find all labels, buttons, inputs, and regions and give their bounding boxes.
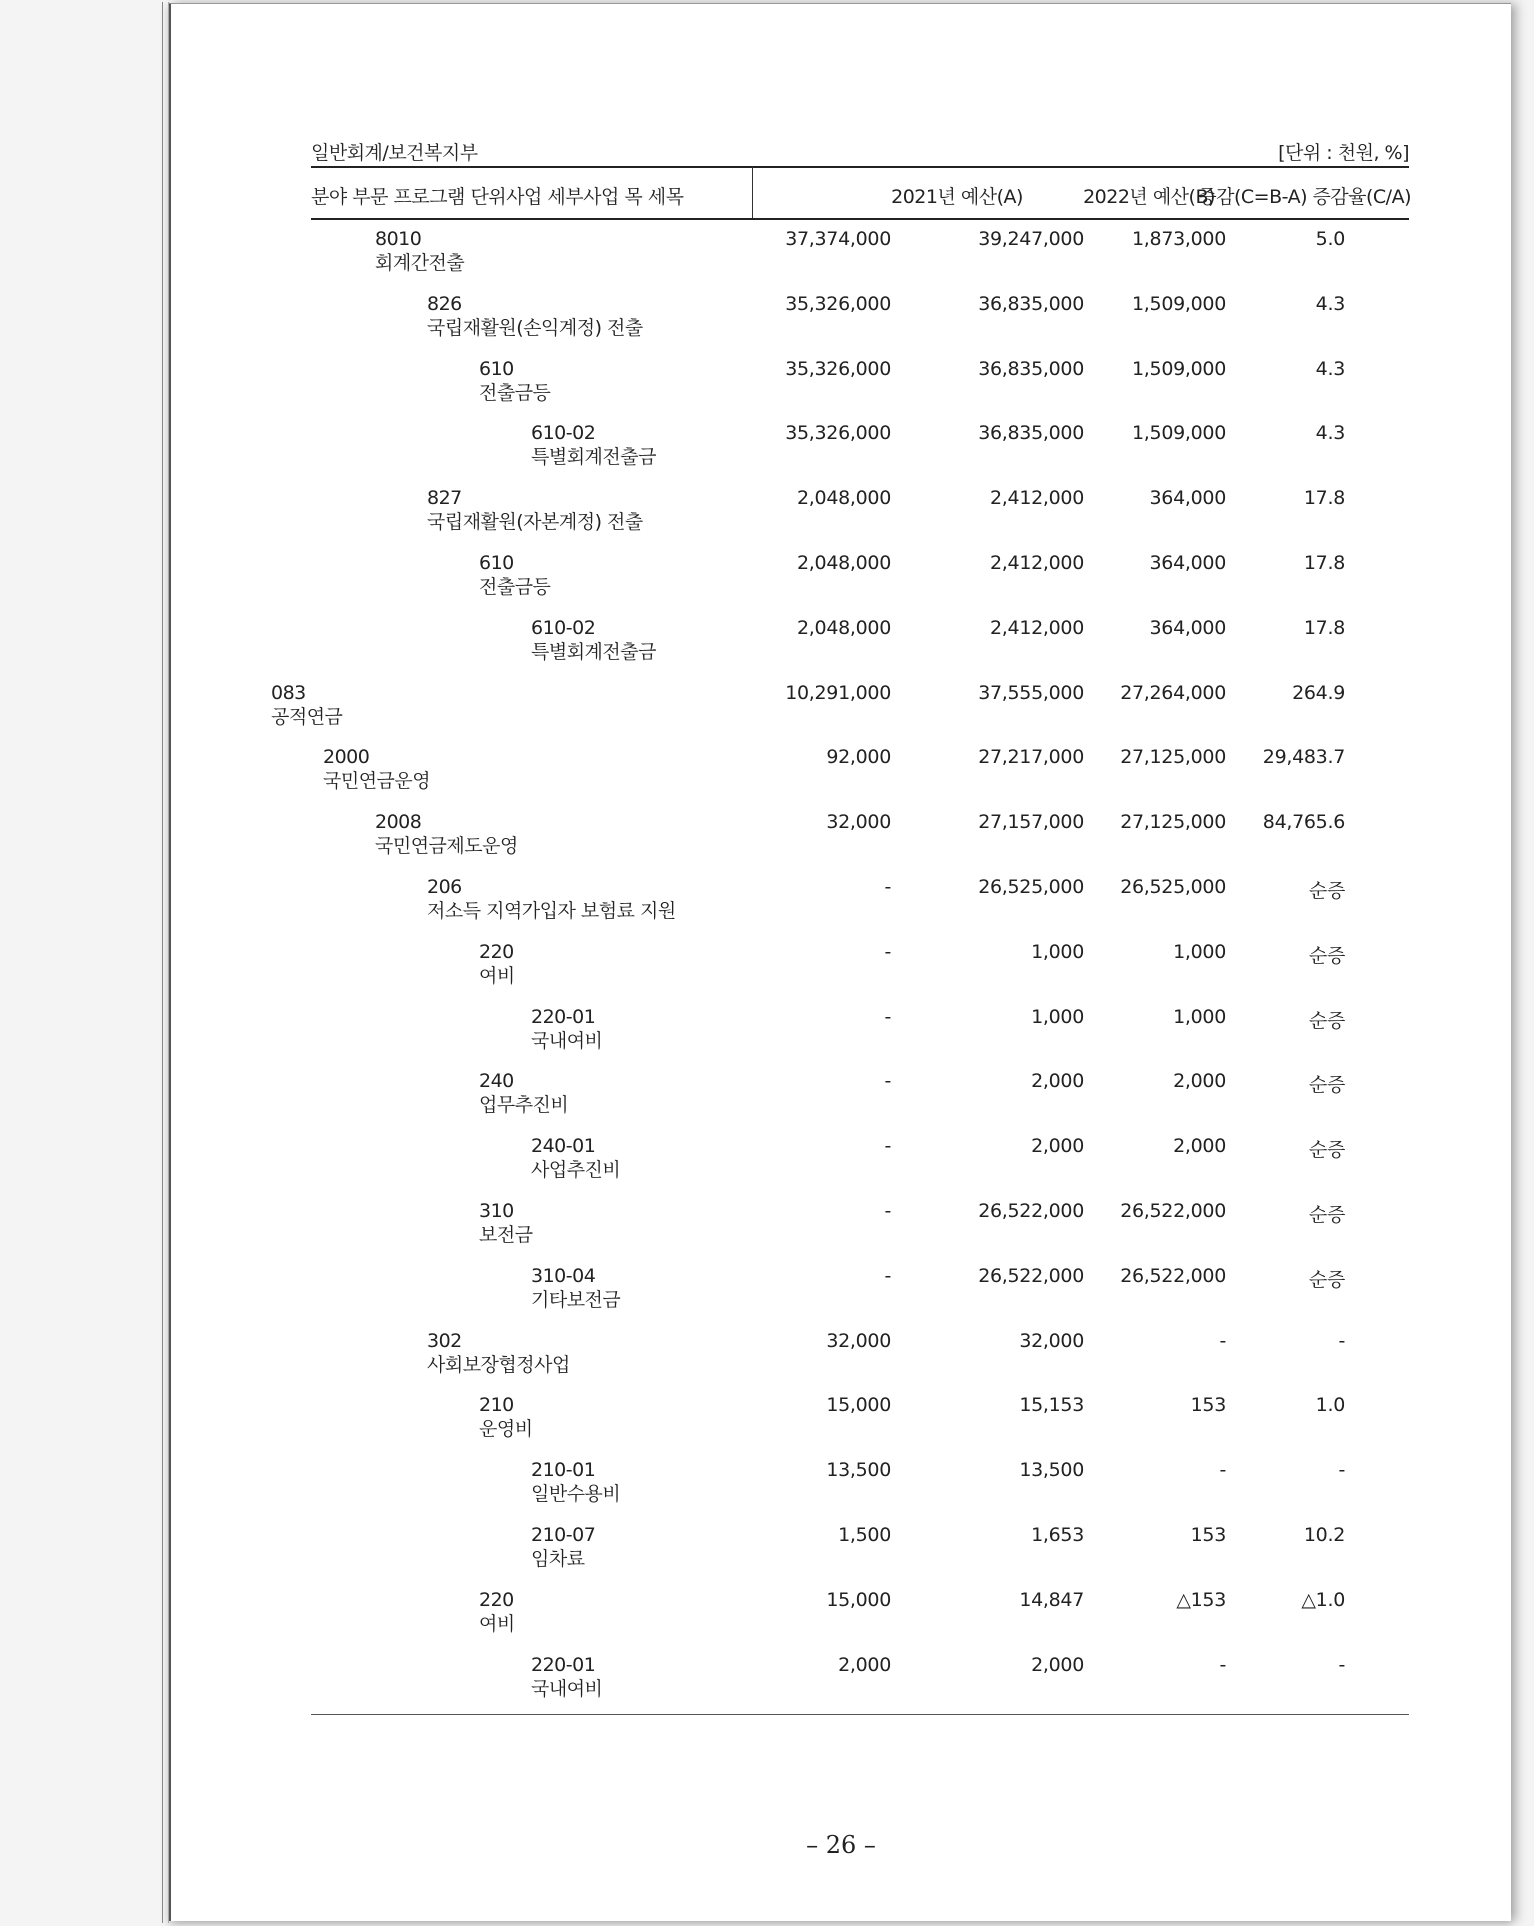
row-rate: 순증 <box>1308 944 1345 967</box>
row-change: 27,125,000 <box>1120 811 1226 834</box>
row-name: 전출금등 <box>479 576 551 598</box>
row-budget-2022: 26,522,000 <box>978 1264 1084 1287</box>
row-code: 302 <box>427 1329 462 1352</box>
table-row <box>171 228 1511 292</box>
row-budget-2021: 32,000 <box>826 1329 891 1352</box>
row-name: 저소득 지역가입자 보험료 지원 <box>427 900 676 922</box>
row-change: 1,000 <box>1173 1005 1226 1028</box>
table-row <box>171 487 1511 551</box>
row-code: 220 <box>479 940 514 963</box>
row-rate: 순증 <box>1308 1074 1345 1097</box>
row-rate: 17.8 <box>1303 616 1345 639</box>
table-row <box>171 552 1511 616</box>
row-budget-2022: 1,000 <box>1031 940 1084 963</box>
row-rate: △1.0 <box>1301 1588 1345 1611</box>
row-budget-2022: 37,555,000 <box>978 681 1084 704</box>
row-name: 업무추진비 <box>479 1094 569 1117</box>
row-code: 220-01 <box>531 1005 596 1028</box>
row-code: 8010 <box>375 228 422 250</box>
row-budget-2022: 15,153 <box>1019 1394 1084 1417</box>
row-budget-2021: 15,000 <box>826 1588 891 1611</box>
table-row <box>171 682 1511 746</box>
row-name: 일반수용비 <box>531 1483 621 1506</box>
row-change: - <box>1219 1329 1226 1352</box>
row-rate: 4.3 <box>1315 357 1345 380</box>
row-change: - <box>1219 1653 1226 1676</box>
row-budget-2021: - <box>884 940 891 963</box>
table-row <box>171 941 1511 1005</box>
table-row <box>171 1394 1511 1458</box>
row-budget-2022: 1,653 <box>1031 1524 1084 1546</box>
table-top-rule <box>311 166 1409 168</box>
table-row <box>171 876 1511 940</box>
row-budget-2021: - <box>884 1264 891 1287</box>
column-header-2021: 2021년 예산(A) <box>891 186 1023 208</box>
row-name: 국내여비 <box>531 1029 603 1052</box>
row-name: 전출금등 <box>479 381 551 404</box>
row-rate: 264.9 <box>1292 681 1345 704</box>
row-code: 827 <box>427 487 462 510</box>
row-change: 27,125,000 <box>1120 746 1226 769</box>
row-rate: - <box>1338 1459 1345 1482</box>
account-title: 일반회계/보건복지부 <box>311 142 478 164</box>
row-name: 보전금 <box>479 1224 533 1246</box>
row-name: 임차료 <box>531 1548 585 1570</box>
row-name: 국민연금제도운영 <box>375 835 518 858</box>
row-budget-2021: - <box>884 1070 891 1093</box>
row-budget-2021: 32,000 <box>826 811 891 834</box>
row-budget-2022: 2,412,000 <box>990 487 1084 510</box>
row-change: 1,509,000 <box>1132 357 1226 380</box>
row-budget-2022: 27,217,000 <box>978 746 1084 769</box>
row-budget-2021: - <box>884 1005 891 1028</box>
row-budget-2021: 92,000 <box>826 746 891 769</box>
row-budget-2021: 35,326,000 <box>785 292 891 315</box>
row-change: 2,000 <box>1173 1070 1226 1093</box>
header-column-divider <box>752 167 753 219</box>
row-name: 사회보장협정사업 <box>427 1353 570 1376</box>
row-name: 사업추진비 <box>531 1159 621 1182</box>
row-code: 610-02 <box>531 422 596 445</box>
row-change: 26,525,000 <box>1120 876 1226 898</box>
row-rate: 순증 <box>1308 1139 1345 1162</box>
row-budget-2022: 2,000 <box>1031 1070 1084 1093</box>
table-row <box>171 422 1511 486</box>
row-budget-2021: - <box>884 1135 891 1158</box>
row-name: 여비 <box>479 964 515 987</box>
column-header-2022: 2022년 예산(B) <box>1083 186 1215 208</box>
row-change: 26,522,000 <box>1120 1200 1226 1222</box>
row-code: 826 <box>427 292 462 315</box>
row-code: 310 <box>479 1200 514 1222</box>
row-budget-2021: 35,326,000 <box>785 357 891 380</box>
table-row <box>171 746 1511 810</box>
row-code: 206 <box>427 876 462 898</box>
row-name: 국민연금운영 <box>323 770 431 793</box>
column-header-rate: 증감율(C/A) <box>1312 186 1411 208</box>
row-change: 1,509,000 <box>1132 422 1226 445</box>
table-header-rule <box>311 218 1409 220</box>
row-change: 153 <box>1190 1524 1226 1546</box>
row-budget-2021: 35,326,000 <box>785 422 891 445</box>
row-code: 240-01 <box>531 1135 596 1158</box>
row-change: 2,000 <box>1173 1135 1226 1158</box>
row-name: 회계간전출 <box>375 252 465 274</box>
row-code: 610 <box>479 552 514 574</box>
row-budget-2021: 2,000 <box>838 1653 891 1676</box>
row-change: 27,264,000 <box>1120 681 1226 704</box>
row-rate: 84,765.6 <box>1262 811 1345 834</box>
row-rate: 순증 <box>1308 1009 1345 1032</box>
row-code: 210-01 <box>531 1459 596 1482</box>
row-change: 1,509,000 <box>1132 292 1226 315</box>
row-rate: - <box>1338 1329 1345 1352</box>
row-code: 083 <box>271 681 306 704</box>
row-rate: 17.8 <box>1303 487 1345 510</box>
row-rate: 순증 <box>1308 1268 1345 1291</box>
row-rate: 17.8 <box>1303 552 1345 574</box>
row-code: 240 <box>479 1070 514 1093</box>
row-budget-2021: 2,048,000 <box>797 616 891 639</box>
row-change: 1,000 <box>1173 940 1226 963</box>
table-row <box>171 1589 1511 1653</box>
row-change: 1,873,000 <box>1132 228 1226 250</box>
row-budget-2022: 14,847 <box>1019 1588 1084 1611</box>
row-rate: - <box>1338 1653 1345 1676</box>
table-row <box>171 1006 1511 1070</box>
row-code: 610 <box>479 357 514 380</box>
row-budget-2022: 39,247,000 <box>978 228 1084 250</box>
row-name: 공적연금 <box>271 705 343 728</box>
table-row <box>171 811 1511 875</box>
table-row <box>171 1070 1511 1134</box>
table-row <box>171 1524 1511 1588</box>
column-header-change: 증감(C=B-A) <box>1198 186 1307 208</box>
row-rate: 29,483.7 <box>1262 746 1345 769</box>
row-budget-2022: 36,835,000 <box>978 292 1084 315</box>
table-row <box>171 1654 1511 1718</box>
row-budget-2022: 2,000 <box>1031 1653 1084 1676</box>
row-change: 153 <box>1190 1394 1226 1417</box>
row-budget-2022: 36,835,000 <box>978 422 1084 445</box>
unit-label: [단위 : 천원, %] <box>1278 142 1409 164</box>
row-code: 2000 <box>323 746 370 769</box>
row-budget-2021: 1,500 <box>838 1524 891 1546</box>
row-budget-2022: 26,525,000 <box>978 876 1084 898</box>
row-budget-2021: 2,048,000 <box>797 552 891 574</box>
table-row <box>171 1459 1511 1523</box>
row-budget-2022: 1,000 <box>1031 1005 1084 1028</box>
row-change: - <box>1219 1459 1226 1482</box>
row-change: 364,000 <box>1149 552 1226 574</box>
row-name: 특별회계전출금 <box>531 446 656 469</box>
row-name: 국립재활원(손익계정) 전출 <box>427 316 643 339</box>
table-row <box>171 293 1511 357</box>
row-budget-2022: 32,000 <box>1019 1329 1084 1352</box>
row-budget-2022: 2,412,000 <box>990 616 1084 639</box>
table-row <box>171 617 1511 681</box>
table-row <box>171 358 1511 422</box>
row-budget-2021: 10,291,000 <box>785 681 891 704</box>
row-rate: 순증 <box>1308 880 1345 902</box>
table-row <box>171 1200 1511 1264</box>
row-budget-2022: 36,835,000 <box>978 357 1084 380</box>
row-code: 220-01 <box>531 1653 596 1676</box>
row-rate: 4.3 <box>1315 292 1345 315</box>
row-change: △153 <box>1176 1588 1226 1611</box>
row-rate: 5.0 <box>1315 228 1345 250</box>
row-budget-2022: 26,522,000 <box>978 1200 1084 1222</box>
row-budget-2021: - <box>884 876 891 898</box>
row-code: 210 <box>479 1394 514 1417</box>
row-code: 220 <box>479 1588 514 1611</box>
row-budget-2021: 13,500 <box>826 1459 891 1482</box>
row-budget-2021: 15,000 <box>826 1394 891 1417</box>
row-budget-2021: - <box>884 1200 891 1222</box>
row-rate: 순증 <box>1308 1204 1345 1226</box>
row-name: 특별회계전출금 <box>531 640 656 663</box>
row-rate: 1.0 <box>1315 1394 1345 1417</box>
row-change: 364,000 <box>1149 487 1226 510</box>
table-row <box>171 1265 1511 1329</box>
row-change: 26,522,000 <box>1120 1264 1226 1287</box>
page-number: – 26 – <box>806 1831 876 1859</box>
row-name: 국내여비 <box>531 1677 603 1700</box>
table-row <box>171 1135 1511 1199</box>
row-name: 운영비 <box>479 1418 533 1441</box>
table-bottom-rule <box>311 1714 1409 1715</box>
row-budget-2021: 2,048,000 <box>797 487 891 510</box>
column-header-structure: 분야 부문 프로그램 단위사업 세부사업 목 세목 <box>311 186 684 208</box>
row-rate: 4.3 <box>1315 422 1345 445</box>
row-code: 310-04 <box>531 1264 596 1287</box>
row-rate: 10.2 <box>1303 1524 1345 1546</box>
row-name: 국립재활원(자본계정) 전출 <box>427 511 643 534</box>
document-page <box>168 3 1511 1921</box>
row-name: 여비 <box>479 1612 515 1635</box>
row-budget-2022: 13,500 <box>1019 1459 1084 1482</box>
row-name: 기타보전금 <box>531 1288 621 1311</box>
row-code: 2008 <box>375 811 422 834</box>
table-row <box>171 1330 1511 1394</box>
row-code: 210-07 <box>531 1524 596 1546</box>
row-budget-2022: 2,412,000 <box>990 552 1084 574</box>
row-budget-2021: 37,374,000 <box>785 228 891 250</box>
row-budget-2022: 2,000 <box>1031 1135 1084 1158</box>
row-code: 610-02 <box>531 616 596 639</box>
row-change: 364,000 <box>1149 616 1226 639</box>
row-budget-2022: 27,157,000 <box>978 811 1084 834</box>
